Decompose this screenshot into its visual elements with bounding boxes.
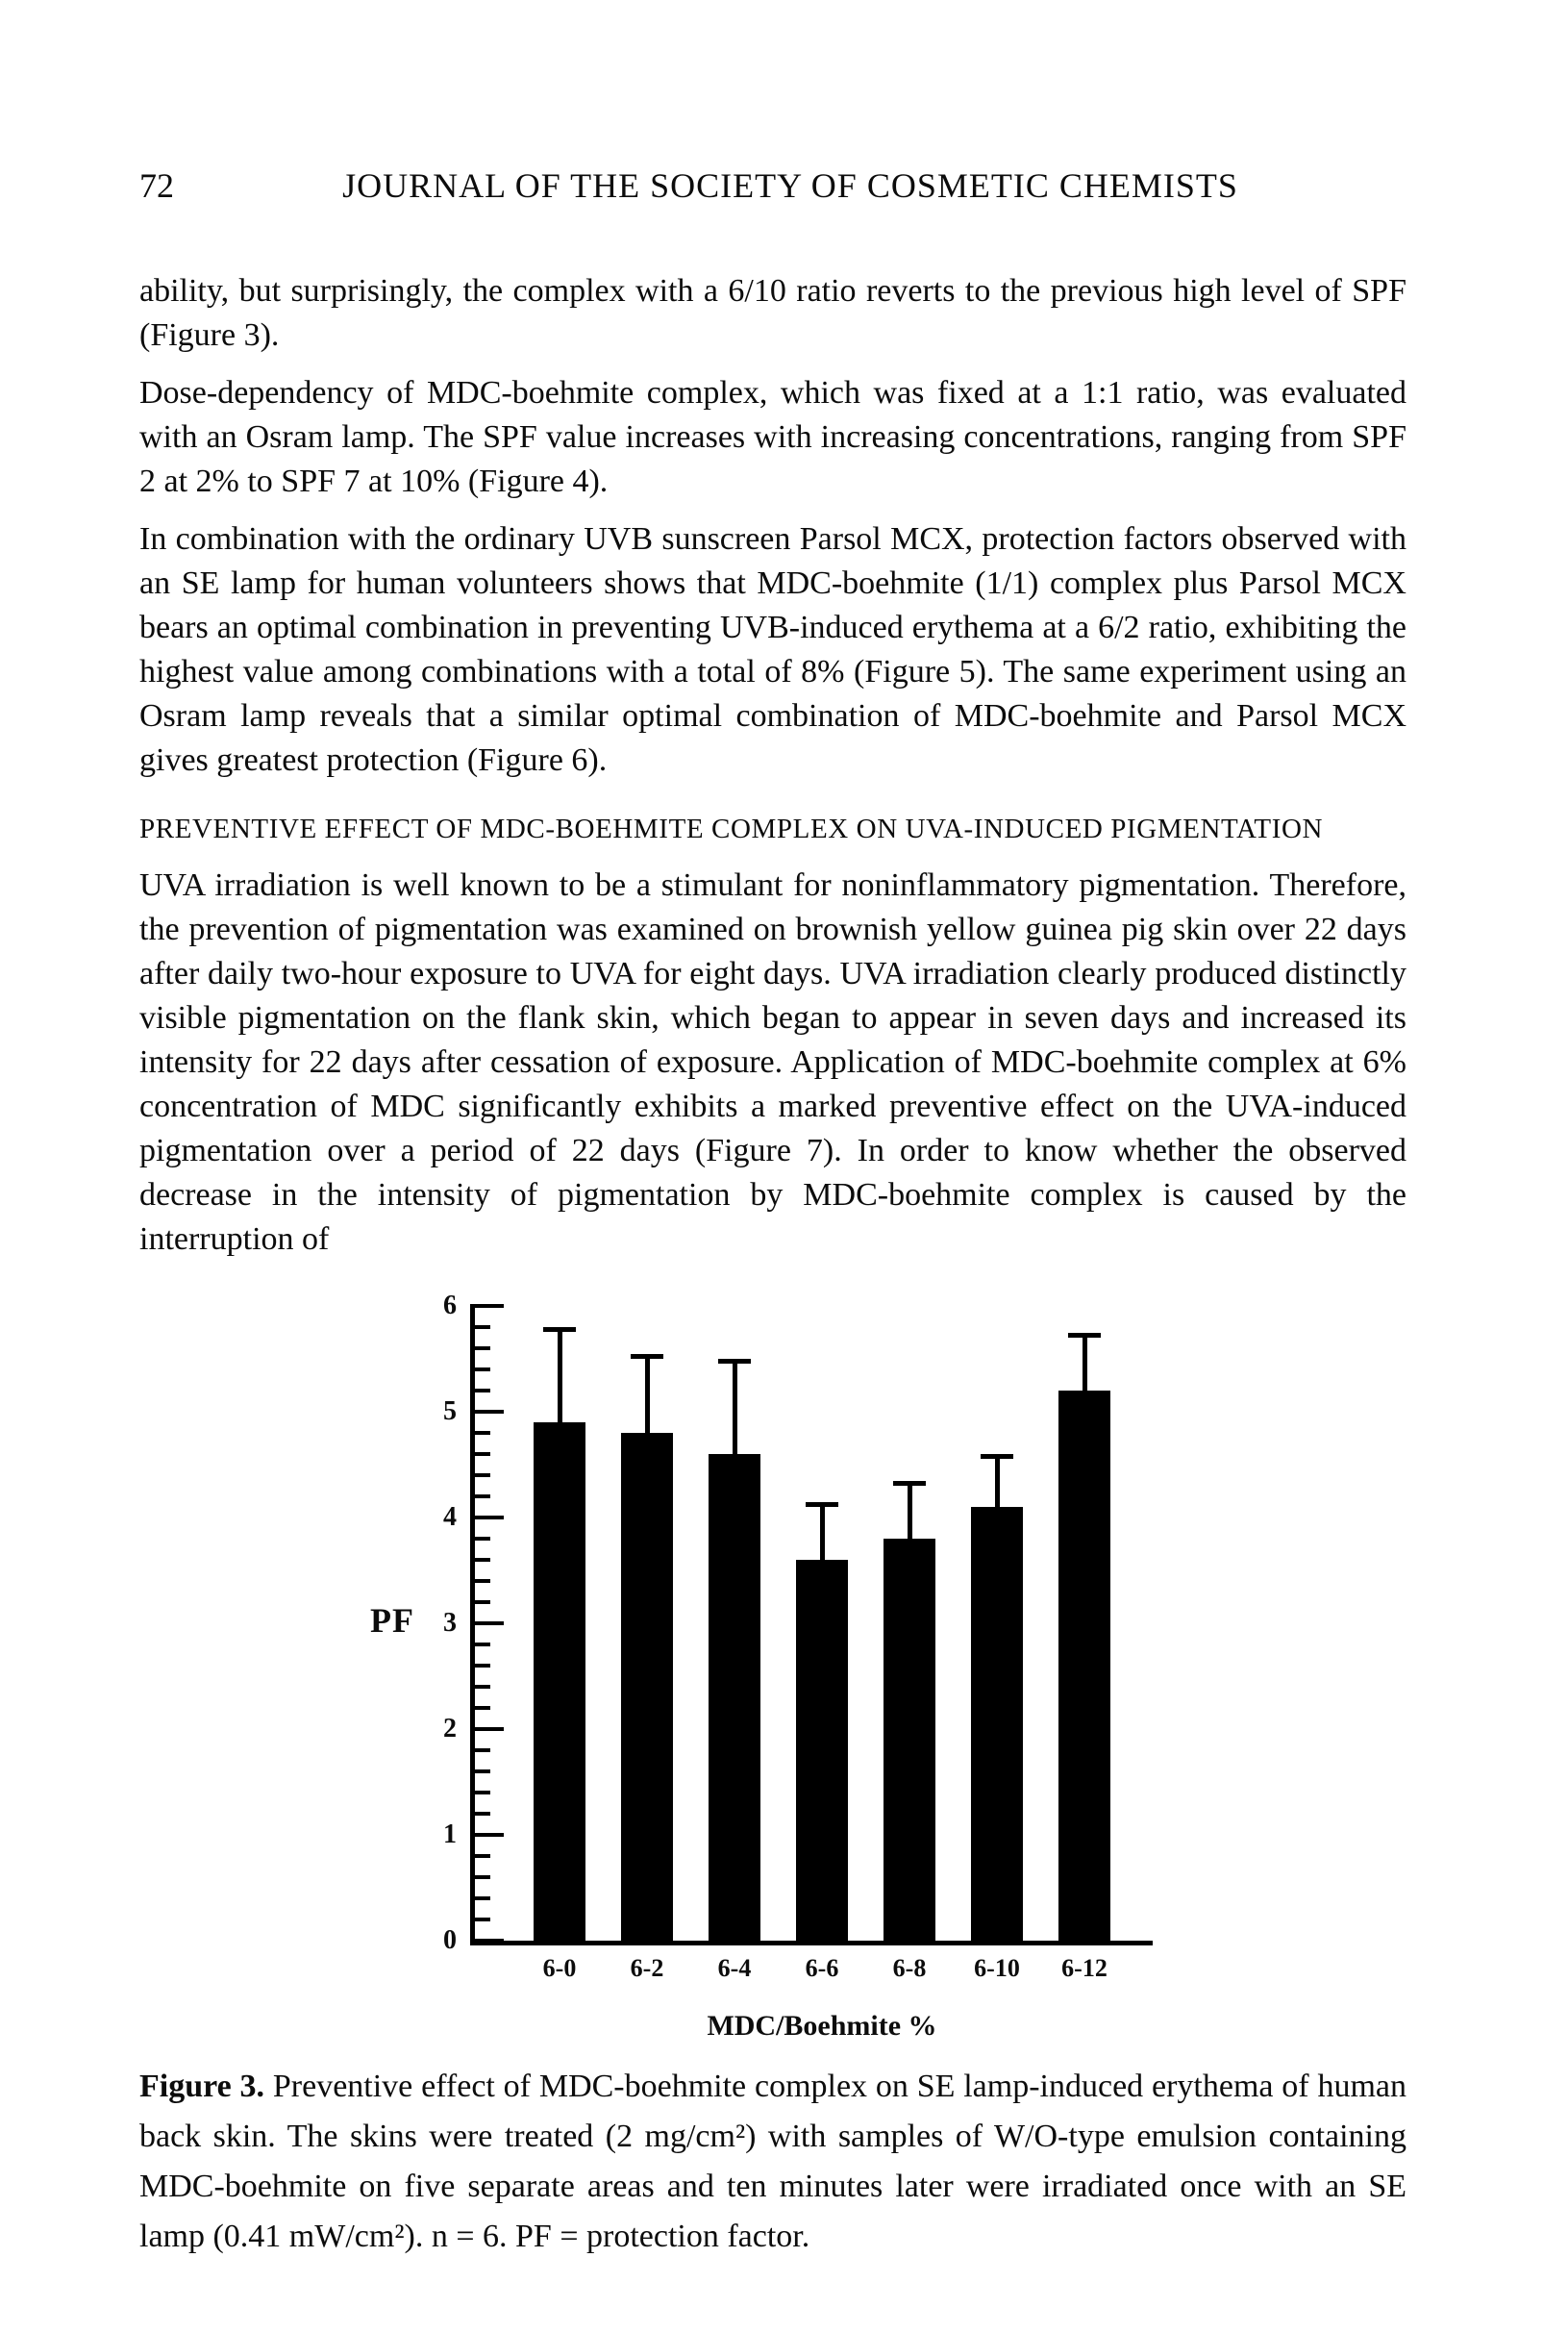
journal-title: JOURNAL OF THE SOCIETY OF COSMETIC CHEMISTS bbox=[342, 166, 1238, 205]
error-bar-stem-6-0 bbox=[558, 1327, 562, 1422]
y-minor-tick bbox=[475, 1558, 490, 1562]
y-major-tick bbox=[475, 1939, 504, 1943]
error-bar-cap-6-4 bbox=[718, 1359, 751, 1364]
y-minor-tick bbox=[475, 1537, 490, 1541]
error-bar-cap-6-8 bbox=[893, 1481, 926, 1486]
y-tick-label: 3 bbox=[443, 1608, 457, 1638]
y-tick-label: 1 bbox=[443, 1819, 457, 1849]
paragraph-combination: In combination with the ordinary UVB sunscreen Parsol MCX, protection factors observed with an SE lamp for human volunteers shows that MDC-boehmite (1/1) complex plus Parsol MCX bears an optimal combination in preventing UVB-induced erythema at a 6/2 ratio, exhibiting the highest value among combinations with a total of 8% (Figure 5). The same experiment using an Osram lamp reveals that a similar optimal combination of MDC-boehmite and Parsol MCX gives greatest protection (Figure 6). bbox=[139, 521, 1406, 778]
x-tick-label-6-4: 6-4 bbox=[717, 1954, 752, 1982]
y-minor-tick bbox=[475, 1812, 490, 1816]
error-bar-cap-6-12 bbox=[1068, 1333, 1101, 1338]
error-bar-stem-6-4 bbox=[733, 1359, 737, 1454]
y-tick-label: 5 bbox=[443, 1396, 457, 1426]
page-number: 72 bbox=[139, 166, 174, 205]
figure-caption-label: Figure 3. bbox=[139, 2069, 265, 2104]
y-minor-tick bbox=[475, 1494, 490, 1498]
y-minor-tick bbox=[475, 1875, 490, 1879]
y-major-tick bbox=[475, 1304, 504, 1308]
bar-6-2 bbox=[621, 1433, 673, 1941]
y-minor-tick bbox=[475, 1918, 490, 1921]
error-bar-stem-6-2 bbox=[645, 1354, 650, 1434]
paragraph-uva: UVA irradiation is well known to be a stimulant for noninflammatory pigmentation. Therefore, the prevention of pigmentation was examined on brownish yellow guinea pig skin over 22 days after daily two-hour exposure to UVA for eight days. UVA irradiation clearly produced distinctly visible pigmentation on the flank skin, which began to appear in seven days and increased its intensity for 22 days after cessation of exposure. Application of MDC-boehmite complex at 6% concentration of MDC significantly exhibits a marked preventive effect on the UVA-induced pigmentation over a period of 22 days (Figure 7). In order to know whether the observed decrease in the intensity of pigmentation by MDC-boehmite complex is caused by the interruption of bbox=[139, 867, 1406, 1257]
error-bar-cap-6-10 bbox=[981, 1454, 1013, 1459]
figure-3 bbox=[139, 1291, 1407, 2262]
y-minor-tick bbox=[475, 1791, 490, 1794]
page-header bbox=[139, 165, 1406, 206]
y-minor-tick bbox=[475, 1346, 490, 1350]
y-minor-tick bbox=[475, 1431, 490, 1435]
paragraph-ability: ability, but surprisingly, the complex with a 6/10 ratio reverts to the previous high level of SPF (Figure 3). bbox=[139, 273, 1406, 353]
x-tick-label-6-6: 6-6 bbox=[805, 1954, 839, 1982]
y-tick-label: 2 bbox=[443, 1714, 457, 1743]
y-major-tick bbox=[475, 1833, 504, 1837]
y-minor-tick bbox=[475, 1664, 490, 1668]
y-minor-tick bbox=[475, 1452, 490, 1456]
bar-6-0 bbox=[534, 1422, 585, 1941]
y-minor-tick bbox=[475, 1367, 490, 1371]
paragraph-dose-dependency: Dose-dependency of MDC-boehmite complex, which was fixed at a 1:1 ratio, was evaluated with an Osram lamp. The SPF value increases with increasing concentrations, ranging from SPF 2 at 2% to SPF 7 at 10% (Figure 4). bbox=[139, 375, 1406, 499]
y-major-tick bbox=[475, 1621, 504, 1625]
y-minor-tick bbox=[475, 1473, 490, 1477]
y-minor-tick bbox=[475, 1769, 490, 1773]
bar-chart bbox=[139, 1291, 1406, 2056]
x-tick-label-6-0: 6-0 bbox=[542, 1954, 577, 1982]
bar-6-4 bbox=[709, 1454, 760, 1941]
y-tick-label: 4 bbox=[443, 1502, 457, 1532]
figure-caption-text: Preventive effect of MDC-boehmite complex on SE lamp-induced erythema of human back skin. The skins were treated (2 mg/cm²) with samples of W/O-type emulsion containing MDC-boehmite on five separate areas and ten minutes later were irradiated once with an SE lamp (0.41 mW/cm²). n = 6. PF = protection factor. bbox=[139, 2069, 1407, 2254]
y-minor-tick bbox=[475, 1600, 490, 1604]
y-minor-tick bbox=[475, 1748, 490, 1752]
error-bar-cap-6-0 bbox=[543, 1327, 576, 1332]
error-bar-stem-6-6 bbox=[820, 1502, 825, 1561]
y-major-tick bbox=[475, 1516, 504, 1519]
error-bar-cap-6-2 bbox=[631, 1354, 663, 1359]
y-major-tick bbox=[475, 1727, 504, 1731]
y-minor-tick bbox=[475, 1685, 490, 1689]
x-tick-label-6-10: 6-10 bbox=[974, 1954, 1020, 1982]
x-axis-title: MDC/Boehmite % bbox=[707, 2010, 937, 2042]
y-minor-tick bbox=[475, 1896, 490, 1900]
y-tick-label: 0 bbox=[443, 1925, 457, 1955]
y-tick-label: 6 bbox=[443, 1291, 457, 1320]
x-tick-label-6-12: 6-12 bbox=[1061, 1954, 1108, 1982]
y-minor-tick bbox=[475, 1389, 490, 1392]
bar-6-8 bbox=[884, 1539, 935, 1941]
bar-6-12 bbox=[1058, 1391, 1110, 1941]
section-heading: PREVENTIVE EFFECT OF MDC-BOEHMITE COMPLEX ON UVA-INDUCED PIGMENTATION bbox=[139, 814, 1324, 844]
error-bar-stem-6-10 bbox=[995, 1454, 1000, 1507]
x-tick-label-6-2: 6-2 bbox=[630, 1954, 664, 1982]
bar-6-6 bbox=[796, 1560, 848, 1941]
y-minor-tick bbox=[475, 1579, 490, 1583]
bar-6-10 bbox=[971, 1507, 1023, 1941]
y-minor-tick bbox=[475, 1643, 490, 1646]
error-bar-cap-6-6 bbox=[806, 1502, 838, 1507]
x-axis-line bbox=[470, 1941, 1153, 1945]
x-tick-label-6-8: 6-8 bbox=[892, 1954, 927, 1982]
figure-caption bbox=[139, 2062, 1406, 2262]
y-minor-tick bbox=[475, 1706, 490, 1710]
y-axis-title: PF bbox=[370, 1601, 414, 1640]
y-major-tick bbox=[475, 1410, 504, 1414]
y-minor-tick bbox=[475, 1325, 490, 1329]
error-bar-stem-6-8 bbox=[908, 1481, 912, 1540]
error-bar-stem-6-12 bbox=[1083, 1333, 1087, 1392]
y-minor-tick bbox=[475, 1854, 490, 1858]
